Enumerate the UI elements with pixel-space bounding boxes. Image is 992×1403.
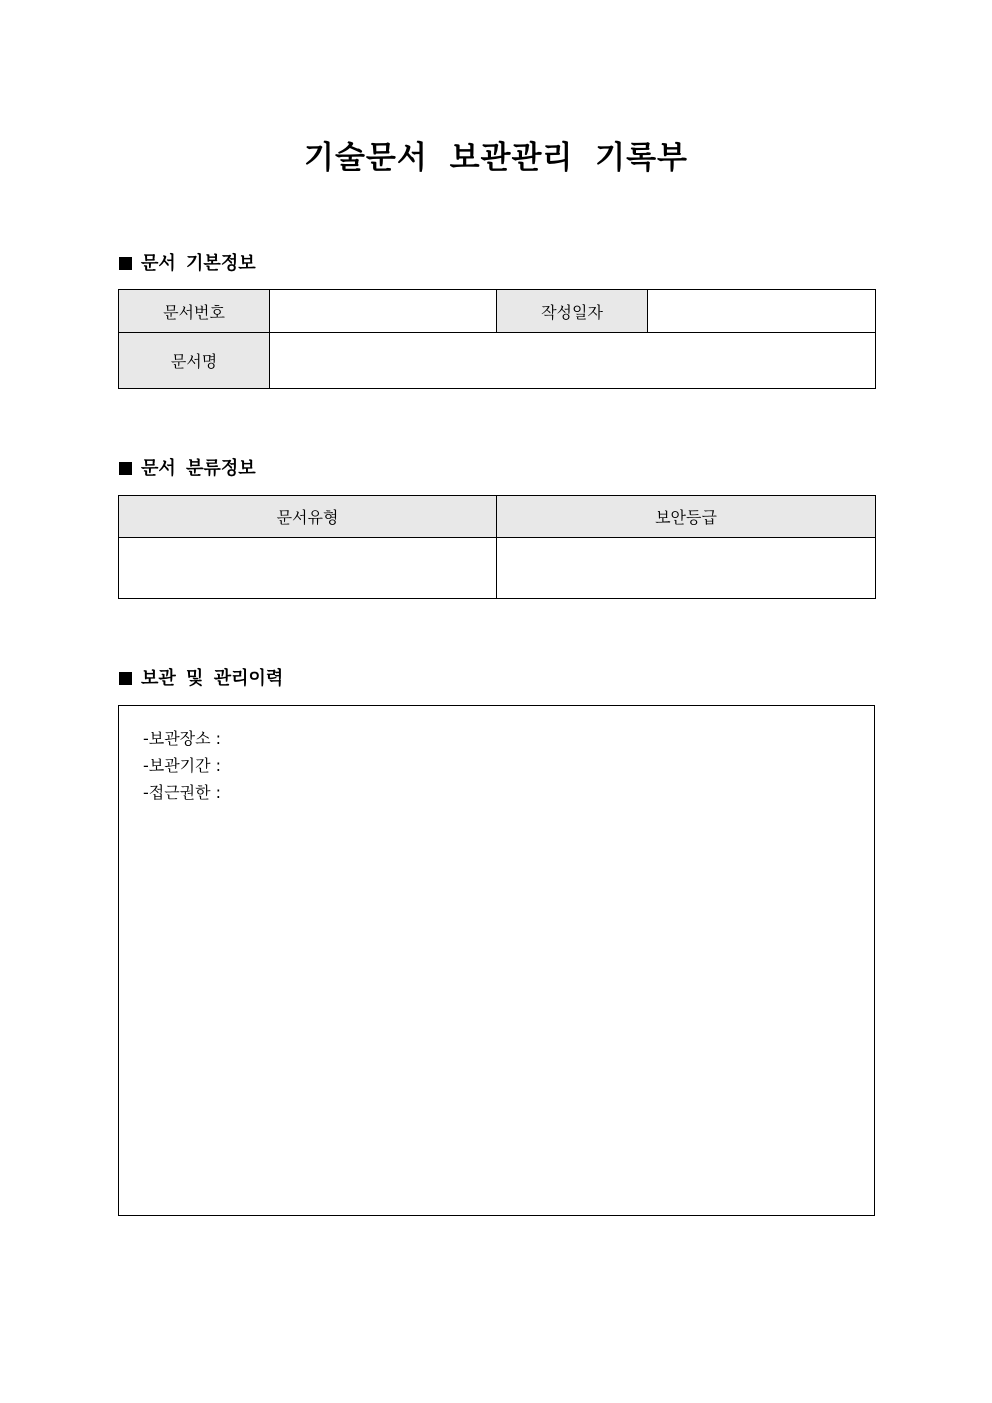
security-level-field[interactable] [497, 538, 876, 599]
storage-location-line: -보관장소 : [143, 729, 222, 748]
doc-name-label: 문서명 [119, 333, 270, 389]
section-heading-history-text: 보관 및 관리이력 [141, 668, 284, 689]
doc-name-field[interactable] [270, 333, 876, 389]
history-lines [143, 725, 221, 806]
square-bullet-icon [119, 462, 132, 475]
date-field[interactable] [648, 290, 876, 333]
basic-info-table [118, 289, 876, 389]
doc-type-label: 문서유형 [119, 496, 497, 538]
section-heading-basic-info-text: 문서 기본정보 [141, 253, 256, 274]
security-level-label: 보안등급 [497, 496, 876, 538]
history-textarea[interactable] [118, 705, 875, 1216]
square-bullet-icon [119, 672, 132, 685]
access-permission-line: -접근권한 : [143, 783, 222, 802]
doc-number-field[interactable] [270, 290, 497, 333]
square-bullet-icon [119, 257, 132, 270]
section-heading-basic-info [119, 251, 256, 277]
date-label: 작성일자 [497, 290, 648, 333]
section-heading-history [119, 666, 283, 692]
doc-number-label: 문서번호 [119, 290, 270, 333]
doc-type-field[interactable] [119, 538, 497, 599]
storage-period-line: -보관기간 : [143, 756, 222, 775]
section-heading-classification-text: 문서 분류정보 [141, 458, 256, 479]
classification-table [118, 495, 876, 599]
page-title: 기술문서 보관관리 기록부 [304, 140, 688, 176]
section-heading-classification [119, 456, 256, 482]
